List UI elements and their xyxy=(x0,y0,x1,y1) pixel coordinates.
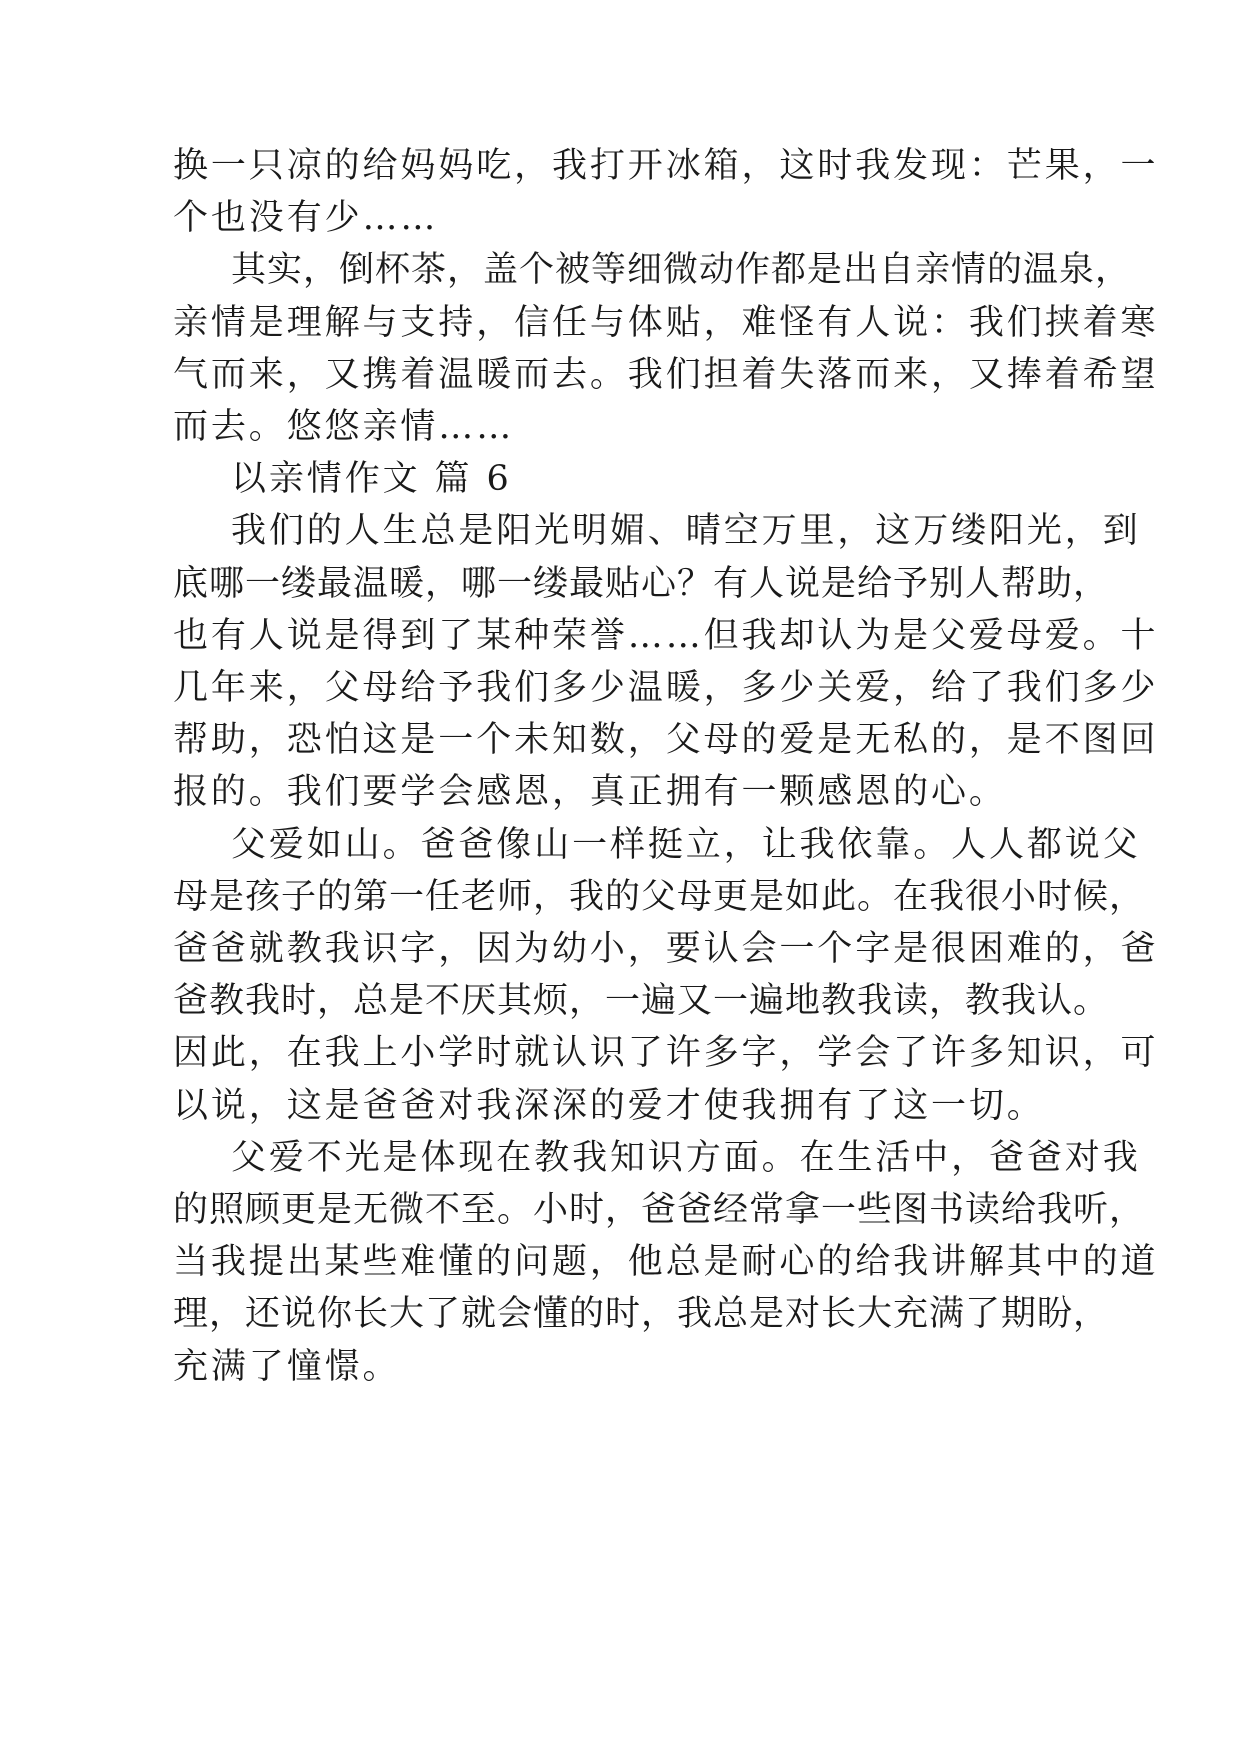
line-text: 当我提出某些难懂的问题，他总是耐心的给我讲解其中的道 xyxy=(173,1242,1159,1282)
line-text: 充满了憧憬。 xyxy=(173,1347,401,1387)
text-line xyxy=(0,815,1241,875)
text-line xyxy=(0,188,1241,248)
text-line xyxy=(0,293,1241,353)
text-line xyxy=(0,1180,1241,1240)
line-text: 父爱不光是体现在教我知识方面。在生活中，爸爸对我 xyxy=(231,1138,1141,1178)
line-text: 爸爸就教我识字，因为幼小，要认会一个字是很困难的，爸 xyxy=(173,929,1159,969)
line-text: 其实，倒杯茶，盖个被等细微动作都是出自亲情的温泉， xyxy=(231,250,1132,290)
section-heading-text: 以亲情作文 篇 6 xyxy=(231,459,512,499)
text-line xyxy=(0,1023,1241,1083)
line-text: 几年来，父母给予我们多少温暖，多少关爱，给了我们多少 xyxy=(173,668,1159,708)
line-text: 底哪一缕最温暖，哪一缕最贴心？有人说是给予别人帮助， xyxy=(173,564,1110,604)
line-text: 理，还说你长大了就会懂的时，我总是对长大充满了期盼， xyxy=(173,1294,1110,1334)
text-line xyxy=(0,971,1241,1031)
text-line xyxy=(0,554,1241,614)
line-text: 以说，这是爸爸对我深深的爱才使我拥有了这一切。 xyxy=(173,1086,1045,1126)
text-line xyxy=(0,1076,1241,1136)
text-line xyxy=(0,136,1241,196)
line-text: 而去。悠悠亲情…… xyxy=(173,407,515,447)
line-text: 爸教我时，总是不厌其烦，一遍又一遍地教我读，教我认。 xyxy=(173,981,1110,1021)
text-line xyxy=(0,345,1241,405)
text-line xyxy=(0,606,1241,666)
line-text: 亲情是理解与支持，信任与体贴，难怪有人说：我们挟着寒 xyxy=(173,303,1159,343)
text-line xyxy=(0,710,1241,770)
line-text: 报的。我们要学会感恩，真正拥有一颗感恩的心。 xyxy=(173,772,1007,812)
line-text: 气而来，又携着温暖而去。我们担着失落而来，又捧着希望 xyxy=(173,355,1159,395)
line-text: 也有人说是得到了某种荣誉……但我却认为是父爱母爱。十 xyxy=(173,616,1159,656)
text-line xyxy=(0,1232,1241,1292)
line-text: 个也没有少…… xyxy=(173,198,439,238)
section-heading xyxy=(0,449,1241,509)
text-line xyxy=(0,658,1241,718)
text-line xyxy=(0,762,1241,822)
line-text: 因此，在我上小学时就认识了许多字，学会了许多知识，可 xyxy=(173,1033,1159,1073)
text-line xyxy=(0,1337,1241,1397)
text-line xyxy=(0,1284,1241,1344)
line-text: 帮助，恐怕这是一个未知数，父母的爱是无私的，是不图回 xyxy=(173,720,1159,760)
text-line xyxy=(0,919,1241,979)
line-text: 父爱如山。爸爸像山一样挺立，让我依靠。人人都说父 xyxy=(231,825,1141,865)
text-line xyxy=(0,867,1241,927)
text-line xyxy=(0,501,1241,561)
text-line xyxy=(0,1128,1241,1188)
line-text: 我们的人生总是阳光明媚、晴空万里，这万缕阳光，到 xyxy=(231,511,1141,551)
line-text: 母是孩子的第一任老师，我的父母更是如此。在我很小时候， xyxy=(173,877,1146,917)
text-line xyxy=(0,397,1241,457)
text-line xyxy=(0,240,1241,300)
line-text: 换一只凉的给妈妈吃，我打开冰箱，这时我发现：芒果，一 xyxy=(173,146,1159,186)
line-text: 的照顾更是无微不至。小时，爸爸经常拿一些图书读给我听， xyxy=(173,1190,1146,1230)
